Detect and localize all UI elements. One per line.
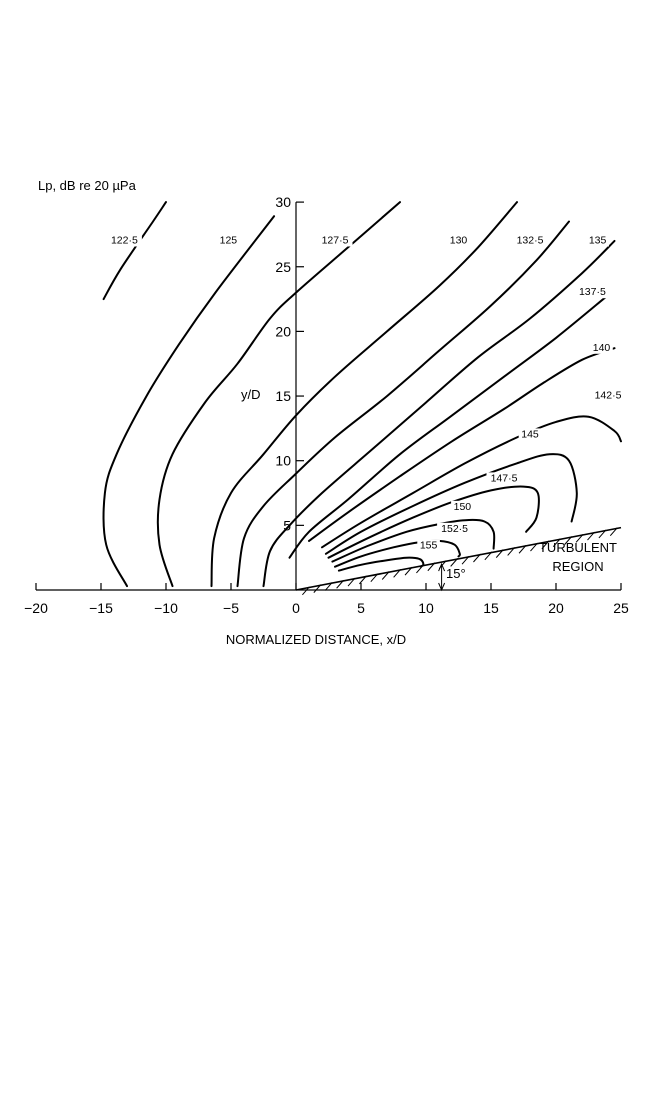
y-tick-label: 5 — [283, 517, 291, 534]
x-tick-label: −20 — [24, 600, 48, 616]
contour-label: 122·5 — [110, 234, 138, 247]
x-axis-label: NORMALIZED DISTANCE, x/D — [225, 632, 407, 647]
contour-line — [104, 202, 166, 299]
angle-label: 15° — [446, 566, 466, 581]
x-tick-label: −15 — [89, 600, 113, 616]
contour-label: 155 — [419, 539, 438, 552]
contour-label: 150 — [453, 500, 472, 513]
contour-label: 147·5 — [490, 472, 518, 485]
y-tick-label: 10 — [275, 452, 291, 469]
x-tick-label: 20 — [548, 600, 564, 616]
contour-label: 137·5 — [578, 286, 606, 299]
contour-label: 127·5 — [321, 234, 349, 247]
contour-label: 152·5 — [441, 522, 469, 535]
contour-label: 130 — [449, 234, 468, 247]
region-label-2: REGION — [552, 559, 604, 574]
y-tick-label: 20 — [275, 323, 291, 340]
region-label-1: TURBULENT — [538, 540, 618, 555]
y-axis-label: y/D — [241, 387, 261, 402]
contour-label: 140 — [592, 341, 611, 354]
contour-label: 125 — [219, 234, 238, 247]
x-tick-label: 15 — [483, 600, 499, 616]
x-tick-label: 0 — [292, 600, 300, 616]
y-tick-label: 30 — [275, 194, 291, 211]
contour-line — [290, 295, 609, 558]
x-tick-label: 5 — [357, 600, 365, 616]
x-tick-label: 25 — [613, 600, 629, 616]
contour-label: 132·5 — [516, 234, 544, 247]
contour-label: 145 — [521, 428, 539, 441]
y-tick-label: 25 — [275, 258, 291, 275]
x-tick-label: −10 — [154, 600, 178, 616]
x-tick-label: −5 — [223, 600, 239, 616]
contour-lines — [104, 202, 626, 586]
x-tick-label: 10 — [418, 600, 434, 616]
chart-title: Lp, dB re 20 µPa — [38, 178, 136, 193]
contour-label: 142·5 — [594, 389, 622, 402]
contour-label: 135 — [588, 234, 607, 247]
y-tick-label: 15 — [275, 388, 291, 405]
